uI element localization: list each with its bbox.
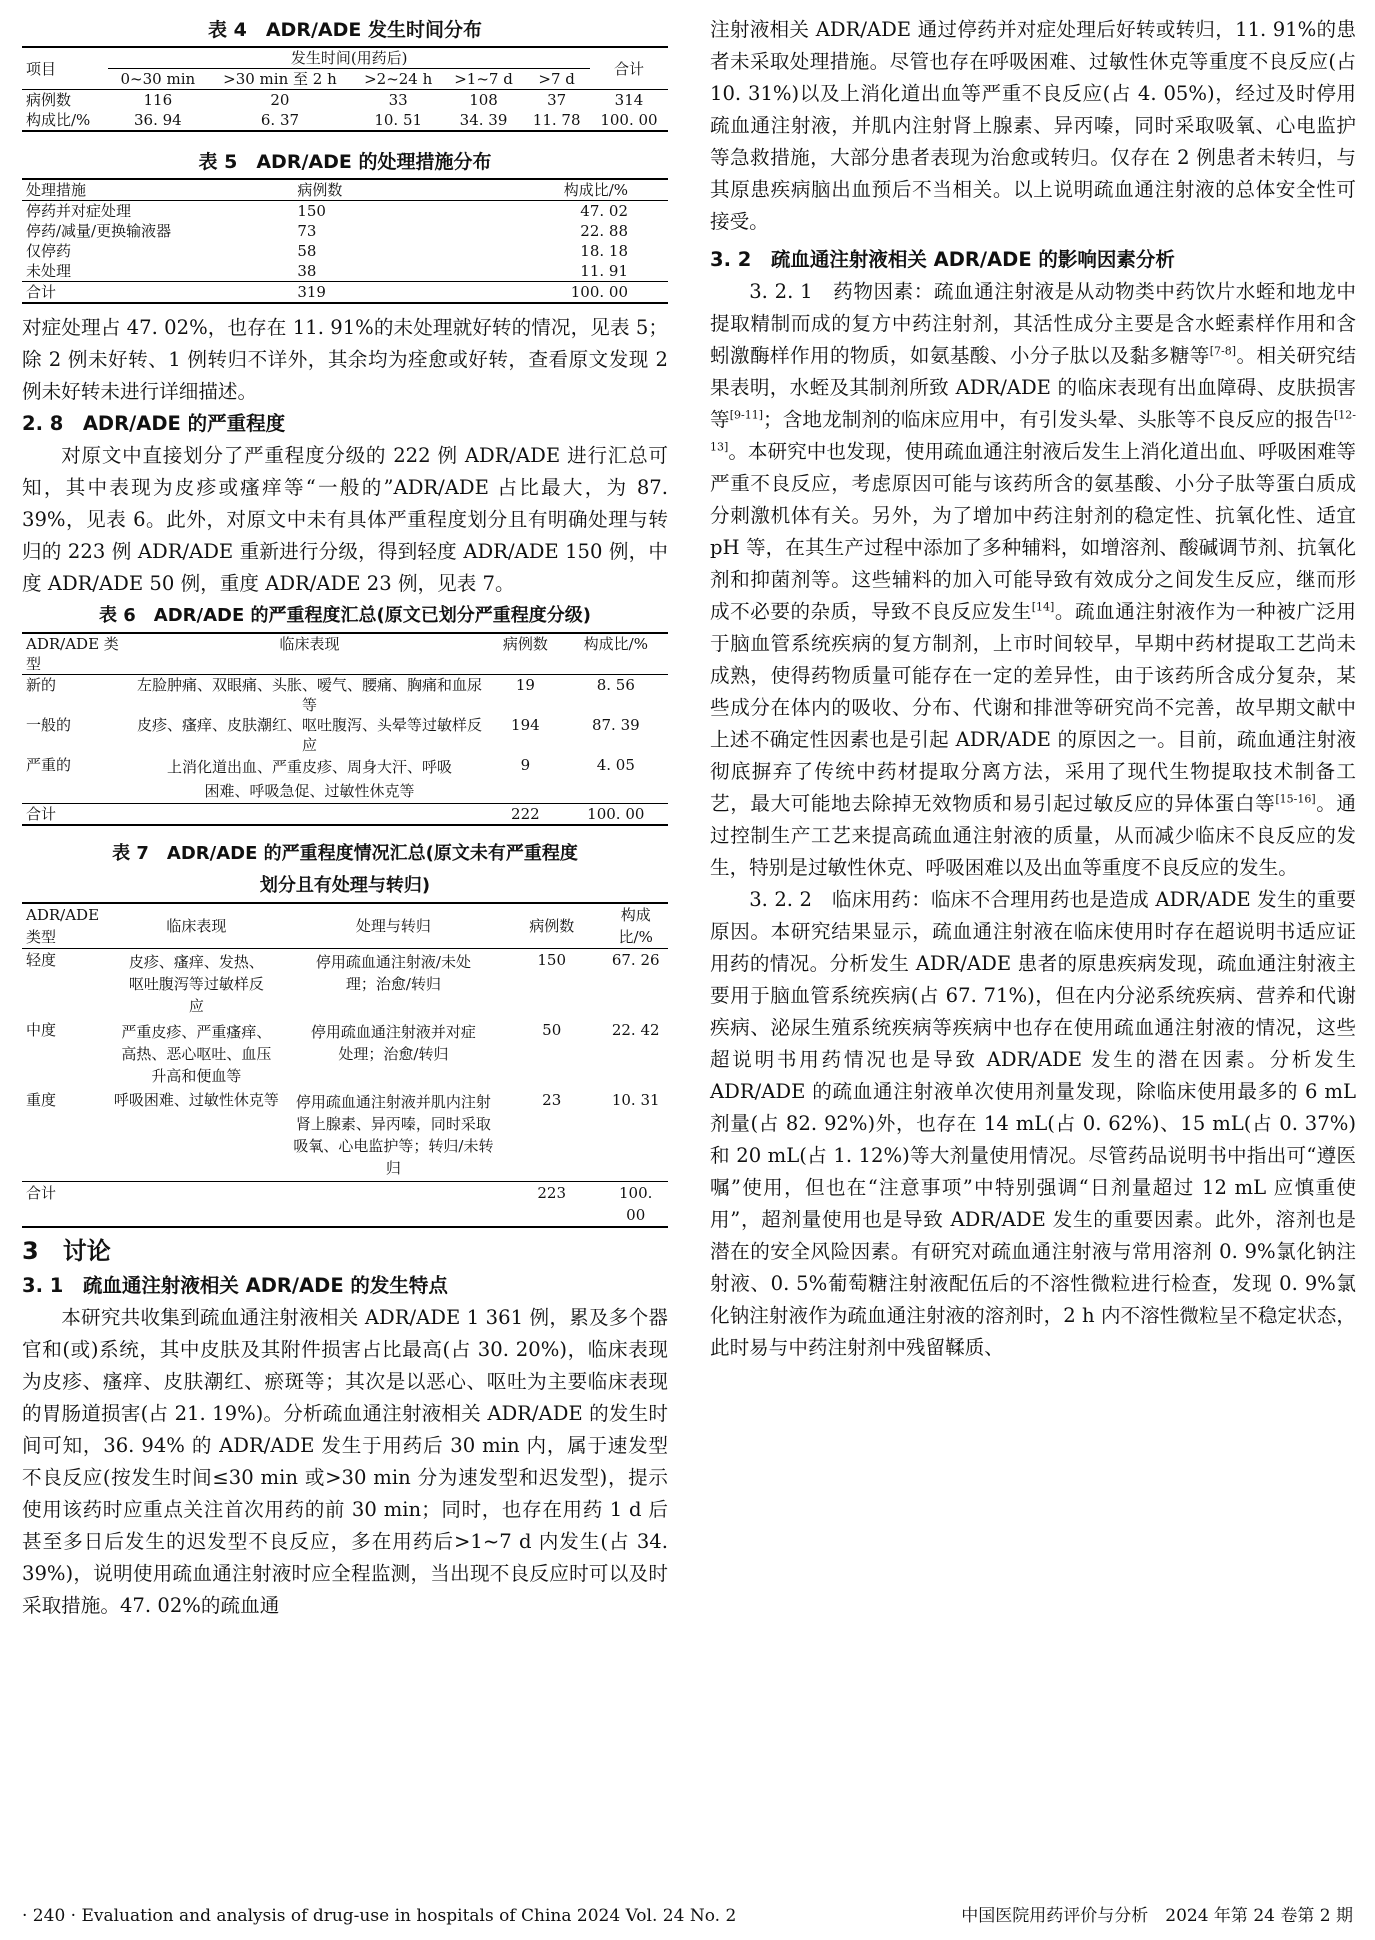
- table-cell: 18. 18: [580, 242, 628, 260]
- table-cell: 4. 05: [596, 756, 635, 774]
- table-cell: 合计: [26, 1184, 57, 1202]
- text-run: ；含地龙制剂的临床应用中，有引发头晕、头胀等不良反应的报告: [763, 408, 1334, 431]
- citation: [7-8]: [1209, 344, 1237, 358]
- table-cell: 100. 00: [619, 1184, 653, 1224]
- table-row: [22, 949, 668, 1020]
- table-total-row: [22, 282, 668, 304]
- table-cell: 222: [511, 805, 540, 823]
- left-column: [22, 14, 668, 1622]
- table-cell: 9: [520, 756, 531, 774]
- section-heading-2-8: 2. 8 ADR/ADE 的严重程度: [22, 412, 286, 435]
- right-column: [710, 14, 1356, 1364]
- table4-col: 0~30 min: [120, 70, 196, 88]
- table-cell: 6. 37: [260, 111, 300, 129]
- table-cell: 319: [297, 283, 326, 301]
- table4-row-label: 构成比/%: [26, 111, 91, 129]
- section-heading-3-2: 3. 2 疏血通注射液相关 ADR/ADE 的影响因素分析: [710, 248, 1175, 271]
- table-cell: 11. 91: [580, 262, 628, 280]
- table-row: [22, 221, 668, 241]
- paragraph-3-2-2: 3. 2. 2 临床用药：临床不合理用药也是造成 ADR/ADE 发生的重要原因。本研究结果显示，疏血通注射液在临床使用时存在超说明书适应证用药的情况。分析发生 ADR/ADE 患者的原患疾病发现，疏血通注射液主要用于脑血管系统疾病(占 67. 71%)，但在内分泌系统疾病、营养和代谢疾病、泌尿生殖系统疾病等疾病中也存在使用疏血通注射液的情况，这些超说明书用药情况也是导致 ADR/ADE 发生的潜在因素。分析发生 ADR/ADE 的疏血通注射液单次使用剂量发现，除临床使用最多的 6 mL 剂量(占 82. 92%)外，也存在 14 mL(占 0. 62%)、15 mL(占 0. 37%)和 20 mL(占 1. 12%)等大剂量使用情况。尽管药品说明书中指出可“遵医嘱”使用，但也在“注意事项”中特别强调“日剂量超过 12 mL 应慎重使用”，超剂量使用也是导致 ADR/ADE 发生的重要因素。此外，溶剂也是潜在的安全风险因素。有研究对疏血通注射液与常用溶剂 0. 9%氯化钠注射液、0. 5%葡萄糖注射液配伍后的不溶性微粒进行检查，发现 0. 9%氯化钠注射液作为疏血通注射液的溶剂时，2 h 内不溶性微粒呈不稳定状态，此时易与中药注射剂中残留鞣质、: [710, 888, 1356, 1359]
- table-cell: 36. 94: [133, 111, 182, 129]
- table4-item-header: 项目: [26, 59, 57, 78]
- table-cell: 223: [537, 1184, 567, 1202]
- table4: [22, 46, 668, 132]
- text-run: 。本研究中也发现，使用疏血通注射液后发生上消化道出血、呼吸困难等严重不良反应，考虑原因可能与该药所含的氨基酸、小分子肽等蛋白质成分刺激机体有关。另外，为了增加中药注射剂的稳定性、抗氧化性、适宜 pH 等，在其生产过程中添加了多种辅料，如增溶剂、酸碱调节剂、抗氧化剂和抑菌剂等。这些辅料的加入可能导致有效成分之间发生反应，继而形成不必要的杂质，导致不良反应发生: [710, 440, 1356, 623]
- text-run: 。通过控制生产工艺来提高疏血通注射液的质量，从而减少临床不良反应的发生，特别是过敏性休克、呼吸困难以及出血等重度不良反应的发生。: [710, 792, 1357, 879]
- table4-group-header: 发生时间(用药后): [108, 47, 590, 69]
- table6-header: ADR/ADE 类型: [26, 635, 119, 673]
- table-cell: 87. 39: [591, 716, 640, 734]
- table4-total-header: 合计: [613, 59, 644, 78]
- paragraph: 对症处理占 47. 02%，也存在 11. 91%的未处理就好转的情况，见表 5；除 2 例未好转、1 例转归不详外，其余均为痊愈或好转，查看原文发现 2 例未好转未进行详细描述。: [22, 316, 668, 403]
- table-cell: 100. 00: [587, 805, 645, 823]
- table-cell: 呼吸困难、过敏性休克等: [113, 1091, 279, 1109]
- table-row: [22, 1019, 668, 1089]
- table-row: [22, 90, 668, 111]
- table-cell: 停药/减量/更换输液器: [26, 222, 172, 240]
- table-cell: 116: [143, 91, 173, 109]
- table-row: [22, 715, 668, 755]
- table-row: [22, 110, 668, 131]
- table6-caption: 表 6 ADR/ADE 的严重程度汇总(原文已划分严重程度分级): [99, 605, 591, 626]
- table-cell: 22. 42: [611, 1021, 660, 1039]
- table6-header: 病例数: [502, 635, 548, 653]
- table7-header: 病例数: [529, 917, 575, 935]
- table5-header: 构成比/%: [563, 181, 628, 199]
- table-row: [22, 241, 668, 261]
- table-cell: 100. 00: [570, 283, 628, 301]
- table-cell: 中度: [26, 1021, 57, 1039]
- table-cell: 58: [297, 242, 317, 260]
- table-cell: 严重皮疹、严重瘙痒、高热、恶心呕吐、血压升高和便血等: [121, 1023, 272, 1085]
- table4-caption: 表 4 ADR/ADE 发生时间分布: [208, 19, 482, 41]
- table-cell: 仅停药: [26, 242, 72, 260]
- table-cell: 23: [542, 1091, 562, 1109]
- table-cell: [287, 1182, 500, 1228]
- table-cell: 108: [469, 91, 498, 109]
- paragraph: 对原文中直接划分了严重程度分级的 222 例 ADR/ADE 进行汇总可知，其中表现为皮疹或瘙痒等“一般的”ADR/ADE 占比最大，为 87. 39%，见表 6。此外，对原文中未有具体严重程度划分且有明确处理与转归的 223 例 ADR/ADE 重新进行分级，得到轻度 ADR/ADE 150 例，中度 ADR/ADE 50 例，重度 ADR/ADE 23 例，见表 7。: [22, 444, 668, 595]
- table-cell: 11. 78: [532, 111, 581, 129]
- table-cell: 100. 00: [600, 111, 658, 129]
- table-cell: 314: [614, 91, 644, 109]
- table7-header: 构成比/%: [618, 906, 653, 946]
- table-cell: 皮疹、瘙痒、发热、呕吐腹泻等过敏样反应: [128, 953, 264, 1015]
- table-row: [22, 755, 668, 804]
- table-total-row: [22, 804, 668, 826]
- table-row: [22, 675, 668, 716]
- table-cell: 未处理: [26, 262, 72, 280]
- table-cell: 停用疏血通注射液/未处理；治愈/转归: [315, 953, 471, 993]
- table-cell: 73: [297, 222, 317, 240]
- table-cell: 38: [297, 262, 317, 280]
- table7: [22, 902, 668, 1228]
- table-cell: 67. 26: [611, 951, 660, 969]
- table-row: [22, 261, 668, 282]
- section-heading-3: 3 讨论: [22, 1237, 111, 1265]
- table-cell: 一般的: [26, 716, 72, 734]
- footer-left: · 240 · Evaluation and analysis of drug-use in hospitals of China 2024 Vol. 24 No. 2: [22, 1906, 737, 1926]
- table-cell: 37: [547, 91, 567, 109]
- table-row: [22, 201, 668, 222]
- table4-col: >30 min 至 2 h: [223, 70, 337, 88]
- table-cell: 合计: [26, 805, 57, 823]
- table4-col: >1~7 d: [454, 70, 513, 88]
- table5-header: 处理措施: [26, 181, 87, 199]
- table6-header: 构成比/%: [583, 635, 648, 653]
- table-cell: 50: [542, 1021, 562, 1039]
- citation: [15-16]: [1275, 792, 1316, 806]
- table-cell: 22. 88: [580, 222, 628, 240]
- section-heading-3-1: 3. 1 疏血通注射液相关 ADR/ADE 的发生特点: [22, 1274, 448, 1297]
- citation: [12-13]: [710, 408, 1357, 454]
- table4-row-label: 病例数: [26, 91, 72, 109]
- paragraph: 本研究共收集到疏血通注射液相关 ADR/ADE 1 361 例，累及多个器官和(或)系统，其中皮肤及其附件损害占比最高(占 30. 20%)，临床表现为皮疹、瘙痒、皮肤潮红、瘀斑等；其次是以恶心、呕吐为主要临床表现的胃肠道损害(占 21. 19%)。分析疏血通注射液相关 ADR/ADE 的发生时间可知，36. 94% 的 ADR/ADE 发生于用药后 30 min 内，属于速发型不良反应(按发生时间≤30 min 或>30 min 分为速发型和迟发型)，提示使用该药时应重点关注首次用药的前 30 min；同时，也存在用药 1 d 后甚至多日后发生的迟发型不良反应，多在用药后>1~7 d 内发生(占 34. 39%)，说明使用疏血通注射液时应全程监测，当出现不良反应时可以及时采取措施。47. 02%的疏血通: [22, 1306, 668, 1617]
- table-total-row: [22, 1182, 668, 1228]
- table5-caption: 表 5 ADR/ADE 的处理措施分布: [198, 151, 492, 173]
- table7-header: 临床表现: [166, 917, 227, 935]
- text-run: 。疏血通注射液作为一种被广泛用于脑血管系统疾病的复方制剂，上市时间较早，早期中药材提取工艺尚未成熟，使得药物质量可能存在一定的差异性，由于该药所含成分复杂，某些成分在体内的吸收、分布、代谢和排泄等研究尚不完善，故早期文献中上述不确定性因素也是引起 ADR/ADE 的原因之一。目前，疏血通注射液彻底摒弃了传统中药材提取分离方法，采用了现代生物提取技术制备工艺，最大可能地去除掉无效物质和易引起过敏反应的异体蛋白等: [710, 600, 1357, 815]
- table-row: [22, 1089, 668, 1182]
- paragraph: 注射液相关 ADR/ADE 通过停药并对症处理后好转或转归，11. 91%的患者未采取处理措施。尽管也存在呼吸困难、过敏性休克等重度不良反应(占 10. 31%)以及上消化道出血等严重不良反应(占 4. 05%)，经过及时停用疏血通注射液，并肌内注射肾上腺素、异丙嗪，同时采取吸氧、心电监护等急救措施，大部分患者表现为治愈或转归。仅存在 2 例患者未转归，与其原患疾病脑出血预后不当相关。以上说明疏血通注射液的总体安全性可接受。: [710, 18, 1356, 233]
- table-cell: 合计: [26, 283, 57, 301]
- table-cell: 严重的: [26, 756, 72, 774]
- table-cell: 停用疏血通注射液并肌内注射肾上腺素、异丙嗪，同时采取吸氧、心电监护等；转归/未转归: [293, 1093, 494, 1177]
- footer-right: 中国医院用药评价与分析 2024 年第 24 卷第 2 期: [961, 1906, 1353, 1926]
- table-cell: 34. 39: [459, 111, 508, 129]
- table-cell: 左脸肿痛、双眼痛、头胀、嗳气、腰痛、胸痛和血尿等: [136, 676, 482, 714]
- table7-caption-line1: 表 7 ADR/ADE 的严重程度情况汇总(原文未有严重程度: [112, 843, 578, 864]
- table-cell: 8. 56: [596, 676, 635, 694]
- text-run: 3. 2. 1 药物因素：疏血通注射液是从动物类中药饮片水蛭和地龙中提取精制而成的复方中药注射剂，其活性成分主要是含水蛭素样作用和含蚓激酶样作用的物质，如氨基酸、小分子肽以及黏多糖等: [710, 280, 1356, 367]
- table-cell: [106, 1182, 287, 1228]
- table7-caption-line2: 划分且有处理与转归): [259, 875, 431, 896]
- table-cell: 19: [515, 676, 535, 694]
- citation: [9-11]: [729, 408, 763, 422]
- table6: [22, 632, 668, 826]
- table4-col: >2~24 h: [364, 70, 433, 88]
- table-cell: 10. 31: [611, 1091, 660, 1109]
- table-cell: 10. 51: [374, 111, 423, 129]
- table-cell: 皮疹、瘙痒、皮肤潮红、呕吐腹泻、头晕等过敏样反应: [136, 716, 482, 754]
- table-cell: 150: [297, 202, 326, 220]
- table-cell: [132, 804, 487, 826]
- table-cell: 轻度: [26, 951, 57, 969]
- table-cell: 47. 02: [580, 202, 628, 220]
- table-cell: 33: [388, 91, 408, 109]
- text-run: 。相关研究结果表明，水蛭及其制剂所致 ADR/ADE 的临床表现有出血障碍、皮肤损害等: [710, 344, 1357, 431]
- paragraph-3-2-1: [710, 276, 1356, 884]
- table-cell: 新的: [26, 676, 57, 694]
- table5: [22, 178, 668, 304]
- table-cell: 20: [270, 91, 290, 109]
- table5-header: 病例数: [297, 181, 343, 199]
- table-cell: 上消化道出血、严重皮疹、周身大汗、呼吸困难、呼吸急促、过敏性休克等: [166, 758, 452, 800]
- table-cell: 停用疏血通注射液并对症处理；治愈/转归: [310, 1023, 476, 1063]
- table-cell: 停药并对症处理: [26, 202, 132, 220]
- table7-header: ADR/ADE 类型: [26, 906, 100, 946]
- table-cell: 150: [537, 951, 567, 969]
- table6-header: 临床表现: [279, 635, 340, 653]
- table-cell: 194: [511, 716, 540, 734]
- table4-col: >7 d: [538, 70, 575, 88]
- table7-header: 处理与转归: [355, 917, 431, 935]
- citation: [14]: [1031, 600, 1055, 614]
- table-cell: 重度: [26, 1091, 57, 1109]
